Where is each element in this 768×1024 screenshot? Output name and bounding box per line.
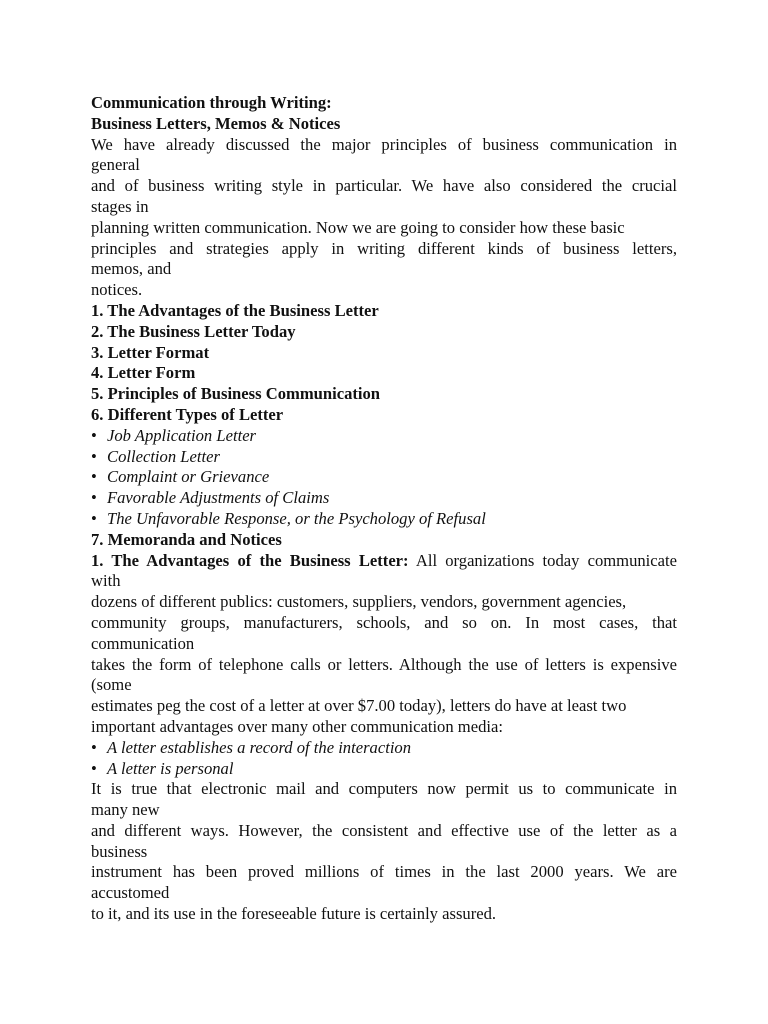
letter-type-item xyxy=(91,447,677,468)
intro-line: stages in xyxy=(91,196,149,216)
closing-line: It is true that electronic mail and computers now permit us to communicate in xyxy=(91,779,677,799)
toc-item: 2. The Business Letter Today xyxy=(91,321,296,341)
intro-line: and of business writing style in particular. We have also considered the crucial xyxy=(91,176,677,196)
letter-type-label: The Unfavorable Response, or the Psychology of Refusal xyxy=(107,508,486,528)
bullet-icon: • xyxy=(91,425,97,445)
intro-line: notices. xyxy=(91,280,143,300)
section-line: estimates peg the cost of a letter at over $7.00 today), letters do have at least two xyxy=(91,696,627,716)
intro-line: principles and strategies apply in writing different kinds of business letters, xyxy=(91,238,677,258)
letter-type-item xyxy=(91,488,677,509)
document-title: Communication through Writing: xyxy=(91,93,332,112)
toc-item: 7. Memoranda and Notices xyxy=(91,529,282,549)
section-line: dozens of different publics: customers, suppliers, vendors, government agencies, xyxy=(91,592,627,612)
section-line: (some xyxy=(91,675,132,695)
letter-type-label: Favorable Adjustments of Claims xyxy=(107,488,330,508)
toc-item: 6. Different Types of Letter xyxy=(91,404,284,424)
advantage-label: A letter establishes a record of the interaction xyxy=(107,737,412,757)
letter-type-item xyxy=(91,467,677,488)
section-line: takes the form of telephone calls or letters. Although the use of letters is expensive xyxy=(91,654,677,674)
bullet-icon: • xyxy=(91,446,97,466)
intro-line: memos, and xyxy=(91,259,172,279)
advantage-label: A letter is personal xyxy=(107,758,234,778)
section-line: communication xyxy=(91,633,195,653)
toc-item: 1. The Advantages of the Business Letter xyxy=(91,300,379,320)
document-page xyxy=(91,93,677,925)
advantage-item xyxy=(91,759,677,780)
letter-type-item xyxy=(91,509,677,530)
closing-line: many new xyxy=(91,800,160,820)
bullet-icon: • xyxy=(91,758,97,778)
section-line: important advantages over many other communication media: xyxy=(91,716,503,736)
closing-line: and different ways. However, the consistent and effective use of the letter as a xyxy=(91,820,677,840)
bullet-icon: • xyxy=(91,467,97,487)
letter-type-label: Job Application Letter xyxy=(107,425,257,445)
bullet-icon: • xyxy=(91,737,97,757)
letter-type-item xyxy=(91,426,677,447)
closing-line: accustomed xyxy=(91,883,170,903)
section-first-line xyxy=(91,551,677,572)
bullet-icon: • xyxy=(91,488,97,508)
letter-type-label: Complaint or Grievance xyxy=(107,467,270,487)
toc-item: 4. Letter Form xyxy=(91,363,196,383)
section-line: community groups, manufacturers, schools, and so on. In most cases, that xyxy=(91,612,677,632)
closing-line: business xyxy=(91,841,148,861)
toc-item: 3. Letter Format xyxy=(91,342,210,362)
toc-item: 5. Principles of Business Communication xyxy=(91,384,381,404)
section-line: with xyxy=(91,571,121,591)
section-text: All organizations today communicate xyxy=(408,550,677,570)
closing-line: to it, and its use in the foreseeable future is certainly assured. xyxy=(91,904,497,924)
intro-line: general xyxy=(91,155,140,175)
intro-line: planning written communication. Now we are going to consider how these basic xyxy=(91,217,625,237)
bullet-icon: • xyxy=(91,508,97,528)
letter-type-label: Collection Letter xyxy=(107,446,220,466)
document-subtitle: Business Letters, Memos & Notices xyxy=(91,113,341,133)
intro-line: We have already discussed the major principles of business communication in xyxy=(91,134,677,154)
section-title: 1. The Advantages of the Business Letter: xyxy=(91,550,409,570)
advantage-item xyxy=(91,738,677,759)
closing-line: instrument has been proved millions of times in the last 2000 years. We are xyxy=(91,862,677,882)
